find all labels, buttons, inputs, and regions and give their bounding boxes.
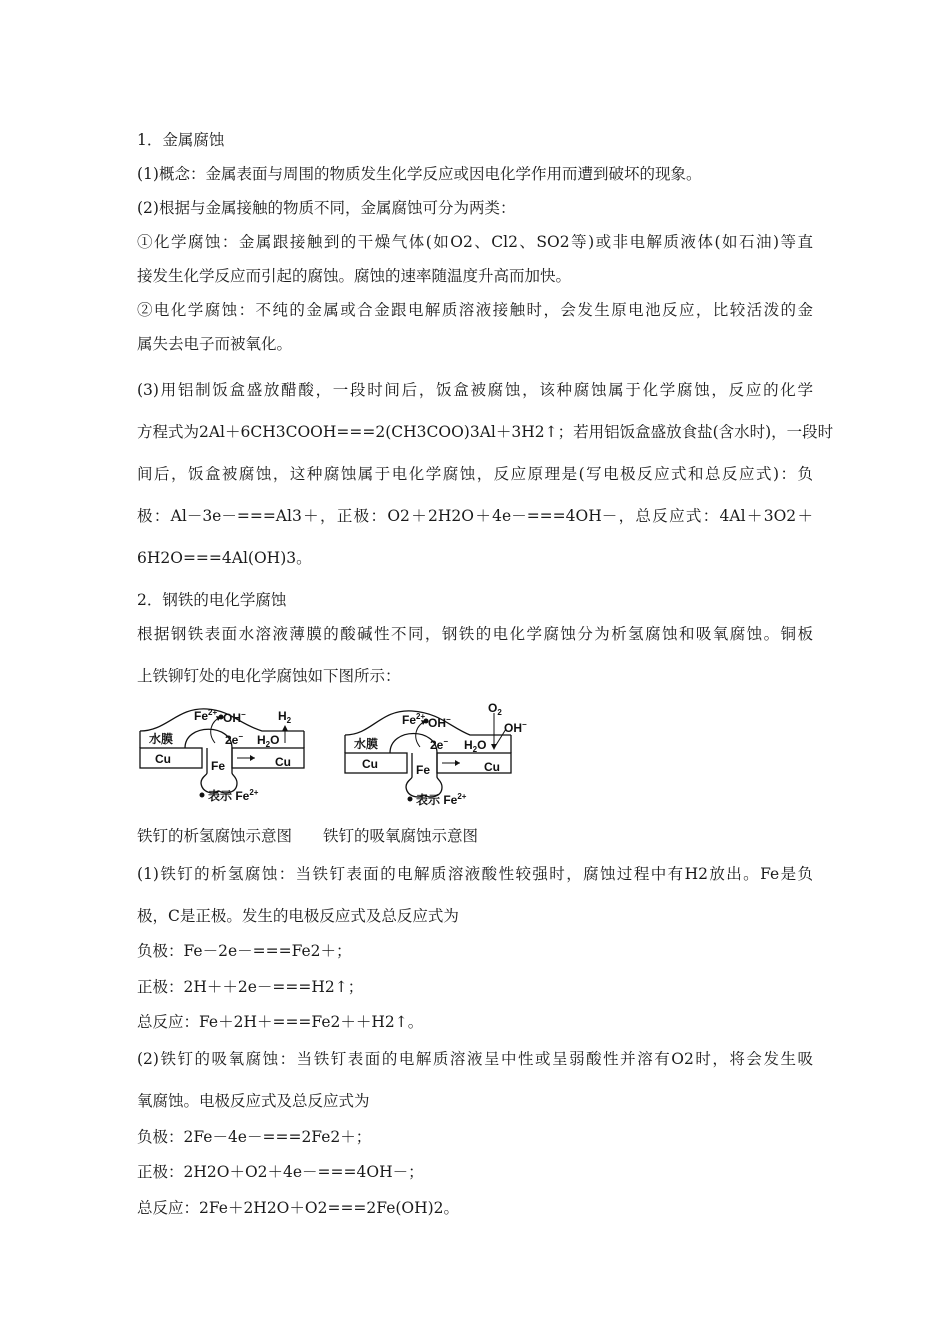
svg-text:H2O: $H_2O$ — [464, 738, 487, 754]
svg-text:OH−: OH− — [223, 710, 246, 725]
svg-text:O2: $O_2$ — [488, 703, 502, 717]
aluminum-box-line-3: 间后，饭盒被腐蚀，这种腐蚀属于电化学腐蚀，反应原理是(写电极反应式和总反应式)：负 — [137, 465, 813, 483]
h2o-label: H — [464, 738, 473, 752]
svg-text:OH−: OH− — [428, 715, 451, 730]
electrochemical-corrosion-line-2: 属失去电子而被氧化。 — [137, 335, 293, 353]
o2-label: O — [488, 703, 498, 715]
fe2-label: Fe — [194, 709, 209, 723]
svg-text:2e−: 2e− — [430, 737, 449, 752]
electrochemical-corrosion-line-1: ②电化学腐蚀：不纯的金属或合金跟电解质溶液接触时，会发生原电池反应，比较活泼的金 — [137, 301, 813, 319]
water-film-label: 水膜 — [149, 732, 174, 746]
oxygen-absorption-diagram — [340, 703, 530, 811]
oh-label: OH — [428, 716, 446, 730]
hydrogen-corrosion-line-1: (1)铁钉的析氢腐蚀：当铁钉表面的电解质溶液酸性较强时，腐蚀过程中有H2放出。Fe是负 — [137, 865, 813, 883]
electron-label: 2e — [430, 738, 444, 752]
electron-label: 2e — [225, 733, 239, 747]
section1-title: 1．金属腐蚀 — [137, 131, 225, 149]
aluminum-box-line-4: 极：Al－3e－===Al3＋，正极：O2＋2H2O＋4e－===4OH－，总反应式：4Al＋3O2＋ — [137, 507, 813, 525]
oh-label-right: OH — [504, 721, 522, 735]
oxygen-total-reaction: 总反应：2Fe＋2H2O＋O2===2Fe(OH)2。 — [137, 1199, 460, 1217]
oxygen-negative-electrode: 负极：2Fe－4e－===2Fe2＋； — [137, 1128, 372, 1146]
oxygen-corrosion-line-1: (2)铁钉的吸氧腐蚀：当铁钉表面的电解质溶液呈中性或呈弱酸性并溶有O2时，将会发生吸 — [137, 1050, 813, 1068]
oxygen-corrosion-line-2: 氧腐蚀。电极反应式及总反应式为 — [137, 1092, 370, 1110]
aluminum-box-line-5: 6H2O===4Al(OH)3。 — [137, 549, 312, 567]
h2o-label: H — [257, 733, 266, 747]
hydrogen-negative-electrode: 负极：Fe－2e－===Fe2＋； — [137, 942, 352, 960]
hydrogen-total-reaction: 总反应：Fe＋2H＋===Fe2＋＋H2↑。 — [137, 1013, 424, 1031]
cu-label-left: Cu — [155, 752, 171, 766]
steel-corrosion-intro-line-2: 上铁铆钉处的电化学腐蚀如下图所示： — [137, 667, 401, 685]
concept-paragraph: (1)概念：金属表面与周围的物质发生化学反应或因电化学作用而遭到破坏的现象。 — [137, 165, 702, 183]
section2-title: 2．钢铁的电化学腐蚀 — [137, 591, 287, 609]
hydrogen-evolution-diagram — [137, 703, 312, 808]
fe-label: Fe — [416, 763, 431, 777]
legend-label: 表示 Fe — [208, 789, 250, 803]
oxygen-positive-electrode: 正极：2H2O＋O2＋4e－===4OH－； — [137, 1163, 424, 1181]
svg-text:H2O: $H_2O$ — [257, 733, 280, 749]
svg-text:表示 Fe2+: 表示 $Fe^{2+}$ — [208, 788, 259, 803]
steel-corrosion-intro-line-1: 根据钢铁表面水溶液薄膜的酸碱性不同，钢铁的电化学腐蚀分为析氢腐蚀和吸氧腐蚀。铜板 — [137, 625, 813, 643]
svg-text:Fe2+: $Fe^{2+}$ — [194, 708, 218, 723]
svg-text:H2: $H_2$ — [278, 709, 292, 725]
svg-text:2e−: 2e− — [225, 732, 244, 747]
oh-label: OH — [223, 711, 241, 725]
hydrogen-corrosion-line-2: 极，C是正极。发生的电极反应式及总反应式为 — [137, 907, 459, 925]
classification-paragraph: (2)根据与金属接触的物质不同，金属腐蚀可分为两类： — [137, 199, 516, 217]
svg-text:表示 Fe2+: 表示 $Fe^{2+}$ — [416, 792, 467, 807]
legend-dot-icon — [408, 797, 413, 802]
aluminum-box-line-1: (3)用铝制饭盒盛放醋酸，一段时间后，饭盒被腐蚀，该种腐蚀属于化学腐蚀，反应的化学 — [137, 381, 813, 399]
chemical-corrosion-line-2: 接发生化学反应而引起的腐蚀。腐蚀的速率随温度升高而加快。 — [137, 267, 572, 285]
h2-label: H — [278, 709, 287, 723]
hydrogen-positive-electrode: 正极：2H＋＋2e－===H2↑； — [137, 978, 364, 996]
water-film-label: 水膜 — [354, 737, 379, 751]
legend-label: 表示 Fe — [416, 793, 458, 807]
fe2-label: Fe — [402, 713, 417, 727]
cu-label-right: Cu — [484, 760, 500, 774]
figure-caption: 铁钉的析氢腐蚀示意图 铁钉的吸氧腐蚀示意图 — [137, 827, 479, 845]
cu-plate-left — [140, 748, 202, 768]
legend-dot-icon — [200, 793, 205, 798]
svg-text:OH−: OH− — [504, 720, 527, 735]
cu-label-right: Cu — [275, 755, 291, 769]
fe-label: Fe — [211, 759, 226, 773]
aluminum-box-line-2: 方程式为2Al＋6CH3COOH===2(CH3COO)3Al＋3H2↑；若用铝饭盒盛放食盐(含水时)，一段时 — [137, 423, 834, 441]
cu-label-left: Cu — [362, 757, 378, 771]
svg-text:Fe2+: $Fe^{2+}$ — [402, 712, 426, 727]
chemical-corrosion-line-1: ①化学腐蚀：金属跟接触到的干燥气体(如O2、Cl2、SO2等)或非电解质液体(如石油)等直 — [137, 233, 813, 251]
